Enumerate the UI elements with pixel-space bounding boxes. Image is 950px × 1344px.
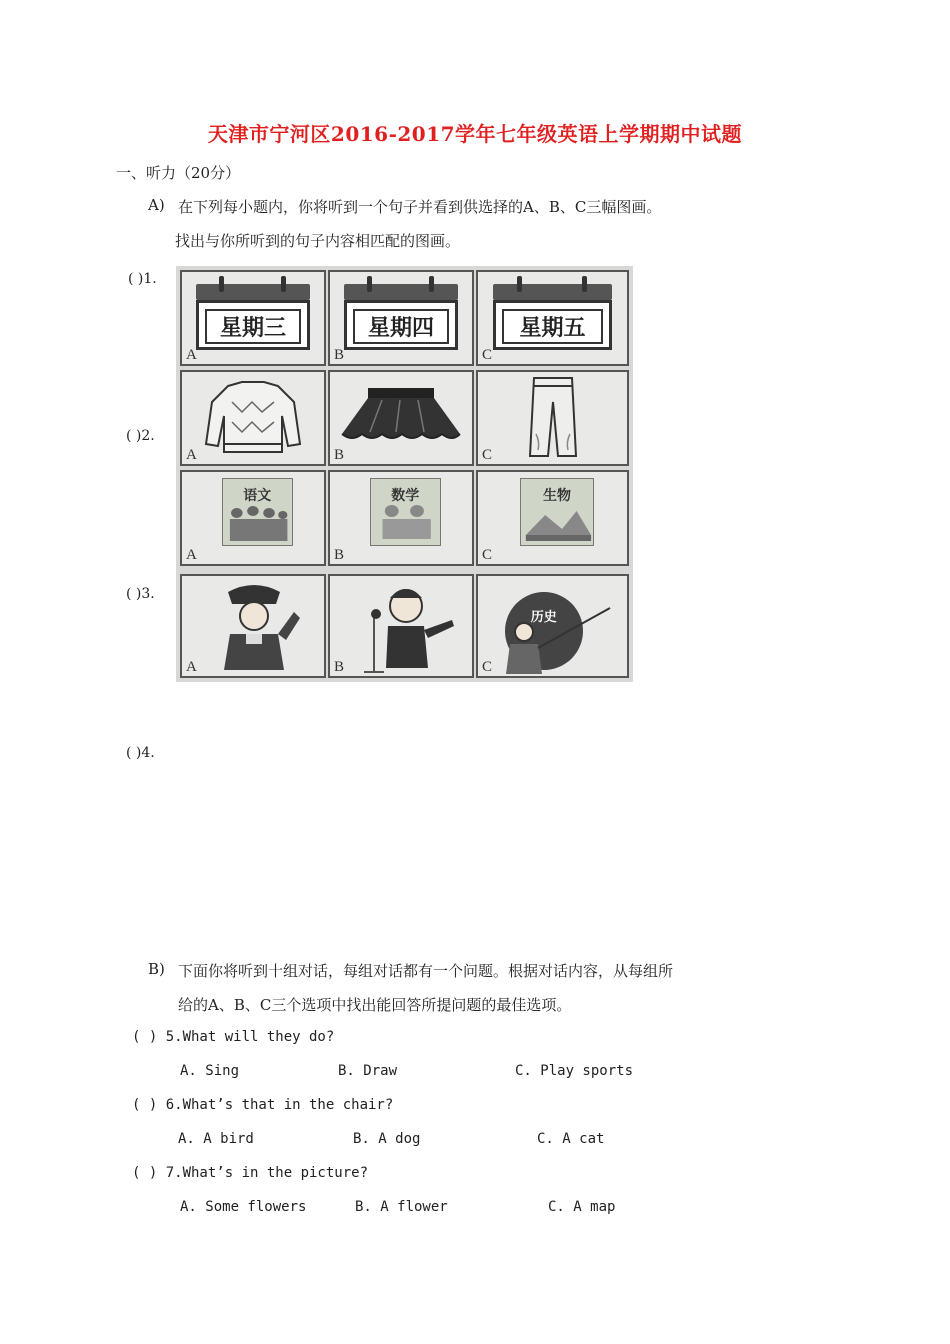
page-title: 天津市宁河区2016-2017学年七年级英语上学期期中试题 [207,122,743,146]
option-letter: B [334,347,345,363]
policeman-icon [182,576,324,676]
trousers-icon [478,372,627,464]
option-letter: A [186,547,197,563]
part-b-instruction-1: 下面你将听到十组对话，每组对话都有一个问题。根据对话内容，从每组所 [178,962,674,980]
calendar-label: 星期四 [353,309,449,344]
question-3-number: ( )3. [126,586,155,602]
option-letter: C [482,447,493,463]
option-letter: B [334,547,345,563]
question-1-number: ( )1. [128,271,157,287]
question-7-option-c: C. A map [548,1199,616,1215]
kids-math-illustration-icon [371,485,440,545]
question-5-option-b: B. Draw [338,1063,398,1079]
part-a-label: A) [148,196,165,214]
part-b-label: B) [148,960,165,978]
option-letter: B [334,659,345,675]
history-label: 历史 [530,610,557,625]
section-heading: 一、听力（20分） [116,164,241,182]
question-6-option-c: C. A cat [537,1131,605,1147]
question-6-option-a: A. A bird [178,1131,254,1147]
sweater-icon [182,372,324,464]
option-letter: C [482,547,493,563]
book-option-a [180,470,326,566]
book-label: 数学 [391,488,420,504]
book-label: 语文 [243,488,272,504]
question-7-stem: ( ) 7.What’s in the picture? [132,1165,369,1181]
question-2-number: ( )2. [126,428,155,444]
book-option-c [476,470,629,566]
children-illustration-icon [223,485,292,545]
option-letter: A [186,347,197,363]
question-5-option-a: A. Sing [180,1063,240,1079]
question-5-option-c: C. Play sports [515,1063,634,1079]
part-b-instruction-2: 给的A、B、C三个选项中找出能回答所提问题的最佳选项。 [178,996,572,1014]
calendar-option-b [328,270,474,366]
option-letter: C [482,347,493,363]
question-6-stem: ( ) 6.What’s that in the chair? [132,1097,394,1113]
question-7-option-b: B. A flower [355,1199,448,1215]
calendar-option-a [180,270,326,366]
option-letter: B [334,447,345,463]
singer-option-b [328,574,474,678]
question-4-number: ( )4. [126,745,155,761]
nature-illustration-icon [521,485,594,545]
calendar-label: 星期五 [502,309,603,344]
option-letter: C [482,659,493,675]
calendar-option-c [476,270,629,366]
skirt-option-b [328,370,474,466]
calendar-label: 星期三 [205,309,301,344]
book-option-b [328,470,474,566]
trousers-option-c [476,370,629,466]
policeman-option-a [180,574,326,678]
history-teacher-option-c [476,574,629,678]
question-6-option-b: B. A dog [353,1131,421,1147]
listening-picture-panel [176,266,633,682]
teacher-icon [478,576,627,676]
question-5-stem: ( ) 5.What will they do? [132,1029,335,1045]
part-a-instruction-2: 找出与你所听到的句子内容相匹配的图画。 [175,232,461,250]
skirt-icon [330,372,472,464]
option-letter: A [186,447,197,463]
singer-icon [330,576,472,676]
question-7-option-a: A. Some flowers [180,1199,307,1215]
part-a-instruction-1: 在下列每小题内，你将听到一个句子并看到供选择的A、B、C三幅图画。 [178,198,662,216]
option-letter: A [186,659,197,675]
sweater-option-a [180,370,326,466]
book-label: 生物 [542,488,571,504]
